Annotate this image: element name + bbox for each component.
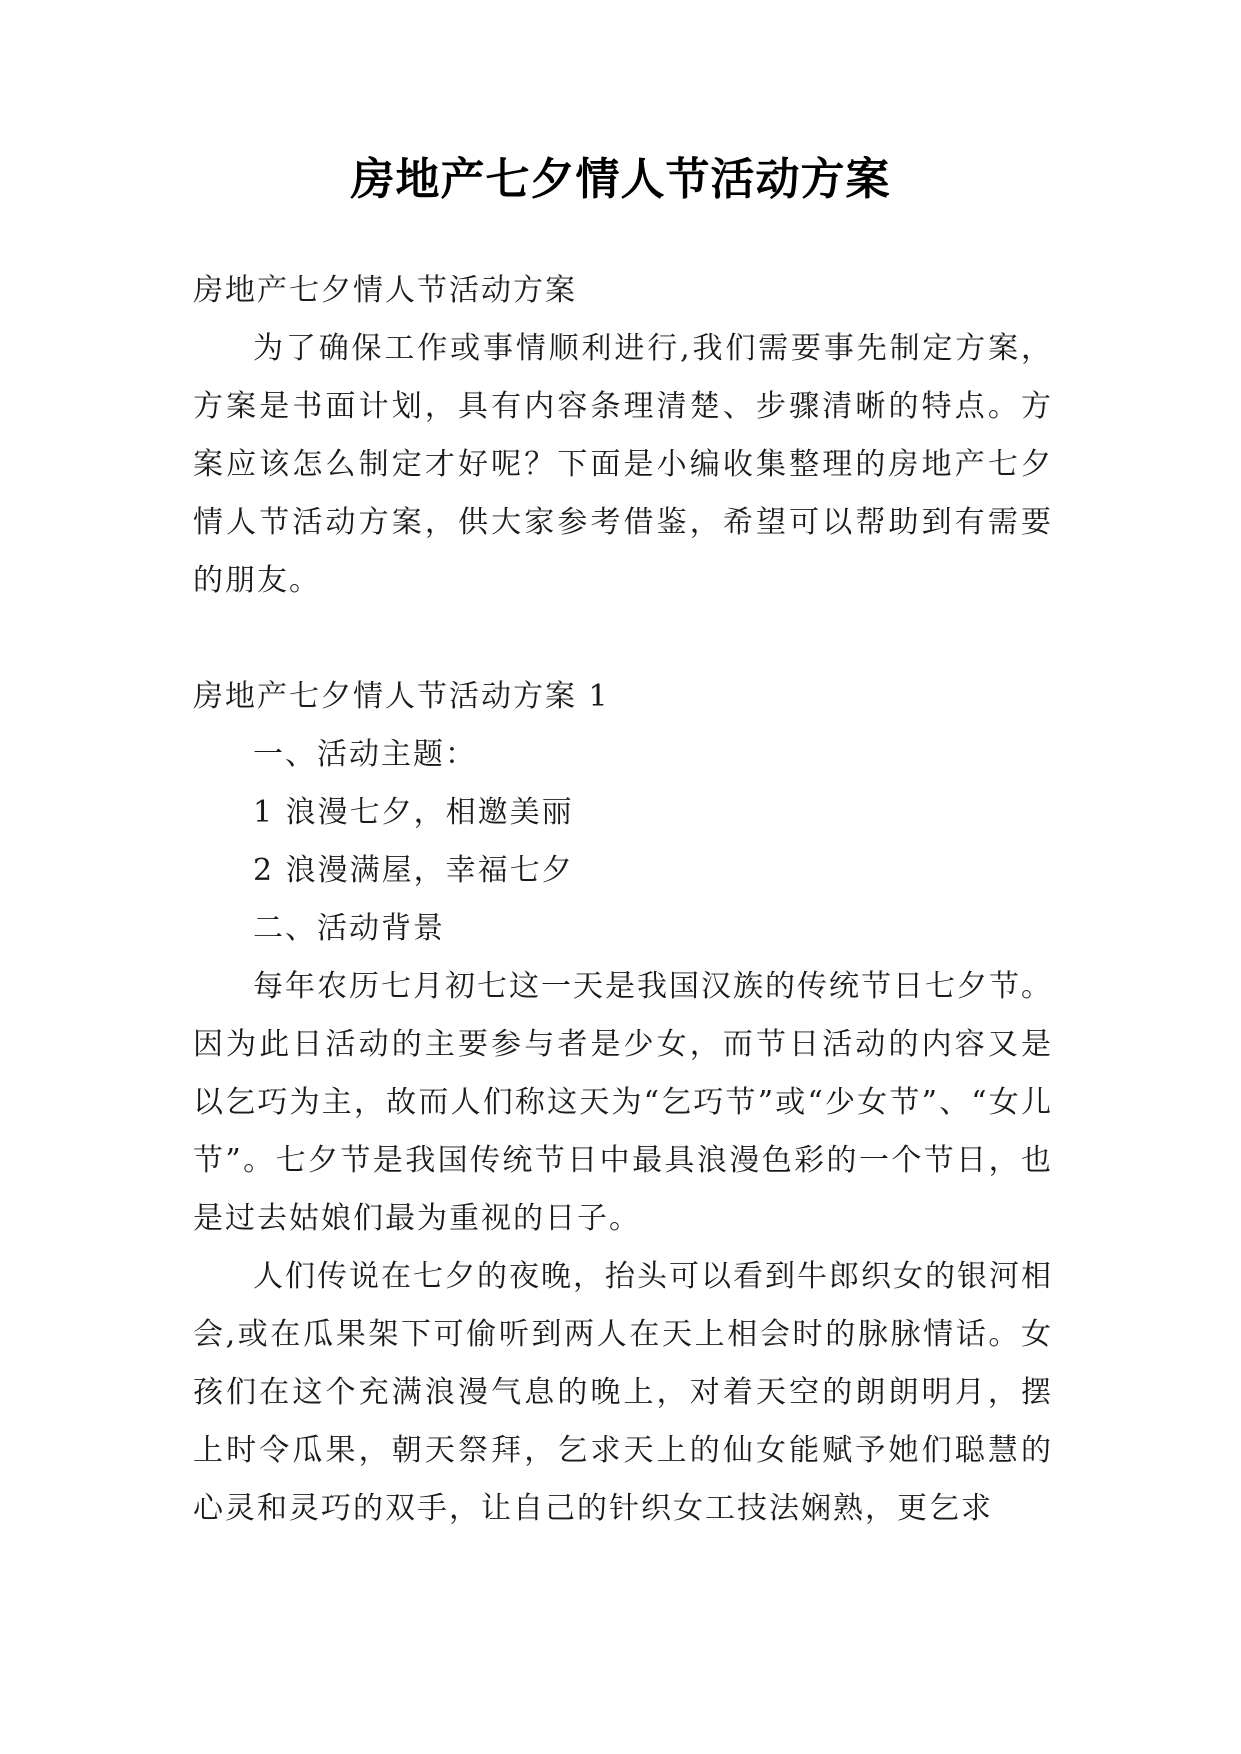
theme-item: 2 浪漫满屋，幸福七夕 xyxy=(253,853,574,888)
theme-item: 1 浪漫七夕，相邀美丽 xyxy=(253,795,574,830)
document-title: 房地产七夕情人节活动方案 xyxy=(350,154,891,205)
intro-paragraph: 为了确保工作或事情顺利进行,我们需要事先制定方案，方案是书面计划，具有内容条理清楚、步骤清晰的特点。方案应该怎么制定才好呢？下面是小编收集整理的房地产七夕情人节活动方案，供大家参考借鉴，希望可以帮助到有需要的朋友。 xyxy=(193,331,1053,598)
background-paragraph: 人们传说在七夕的夜晚，抬头可以看到牛郎织女的银河相会,或在瓜果架下可偷听到两人在天上相会时的脉脉情话。女孩们在这个充满浪漫气息的晚上，对着天空的朗朗明月，摆上时令瓜果，朝天祭拜，乞求天上的仙女能赋予她们聪慧的心灵和灵巧的双手，让自己的针织女工技法娴熟，更乞求 xyxy=(193,1259,1053,1526)
theme-heading: 一、活动主题： xyxy=(253,737,477,772)
section-title: 房地产七夕情人节活动方案 1 xyxy=(193,679,610,714)
background-paragraph: 每年农历七月初七这一天是我国汉族的传统节日七夕节。因为此日活动的主要参与者是少女，而节日活动的内容又是以乞巧为主，故而人们称这天为“乞巧节”或“少女节”、“女儿节”。七夕节是我国传统节日中最具浪漫色彩的一个节日，也是过去姑娘们最为重视的日子。 xyxy=(193,969,1053,1236)
subtitle: 房地产七夕情人节活动方案 xyxy=(193,273,577,308)
paragraph-gap xyxy=(193,610,1053,668)
background-heading: 二、活动背景 xyxy=(253,911,445,946)
document-body xyxy=(193,262,1053,1538)
